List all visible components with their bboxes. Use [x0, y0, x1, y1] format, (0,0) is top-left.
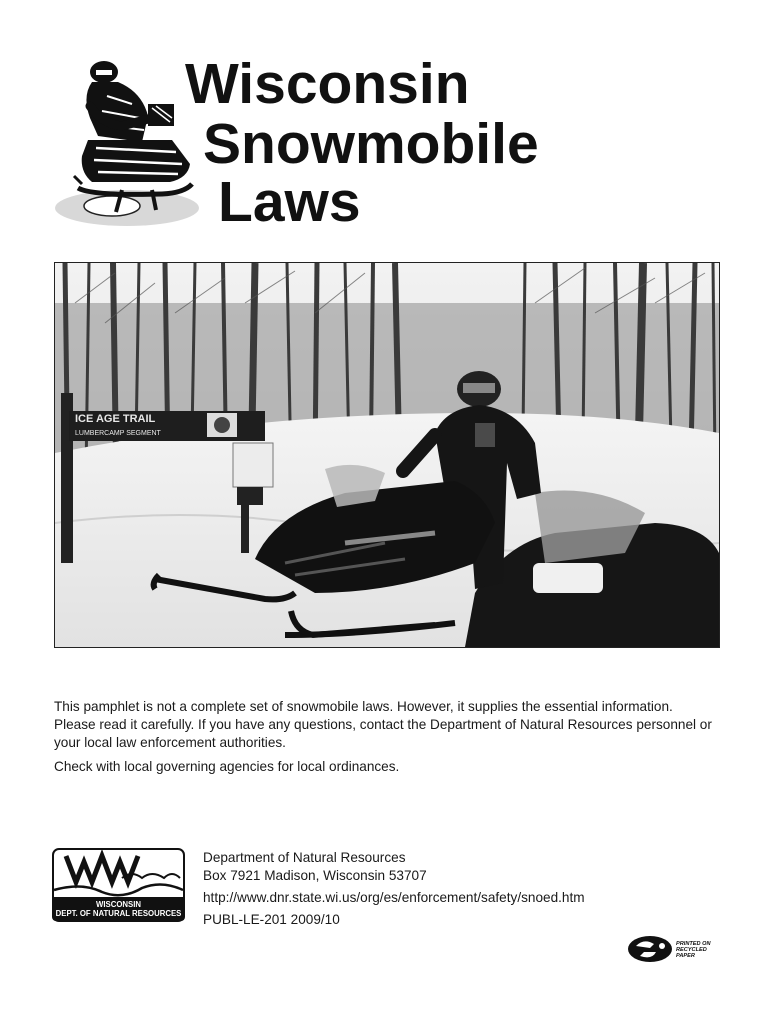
intro-text	[54, 698, 714, 782]
department-name: Department of Natural Resources	[203, 850, 406, 865]
recycled-paper-label	[676, 941, 736, 959]
snowmobile-rider-illustration	[52, 56, 202, 231]
dnr-logo-state: WISCONSIN	[95, 900, 142, 909]
contact-info	[203, 849, 723, 929]
recycled-line2: RECYCLED	[676, 947, 707, 953]
sign-segment-name: LUMBERCAMP SEGMENT	[75, 430, 161, 437]
recycled-line1: PRINTED ON	[676, 941, 711, 947]
ordinance-paragraph: Check with local governing agencies for local ordinances.	[54, 759, 400, 774]
title-snowmobile: Snowmobile	[203, 112, 539, 176]
sign-trail-name: ICE AGE TRAIL	[75, 413, 156, 425]
cover-photo	[54, 262, 720, 648]
dnr-logo-department: DEPT. OF NATURAL RESOURCES	[55, 909, 182, 918]
title-wisconsin: Wisconsin	[185, 52, 470, 116]
mailing-address: Box 7921 Madison, Wisconsin 53707	[203, 868, 427, 883]
publication-number: PUBL-LE-201 2009/10	[203, 912, 340, 927]
title-laws: Laws	[218, 170, 361, 234]
recycled-line3: PAPER	[676, 953, 695, 959]
website-url: http://www.dnr.state.wi.us/org/es/enforcement/safety/snoed.htm	[203, 890, 585, 905]
snowmobile-trail-photo	[55, 263, 719, 647]
disclaimer-paragraph: This pamphlet is not a complete set of snowmobile laws. However, it supplies the essential information. Please read it carefully. If you have any questions, contact the Department of Natural Resources personnel or your local law enforcement authorities.	[54, 699, 712, 750]
dnr-logo-caption	[52, 897, 185, 921]
